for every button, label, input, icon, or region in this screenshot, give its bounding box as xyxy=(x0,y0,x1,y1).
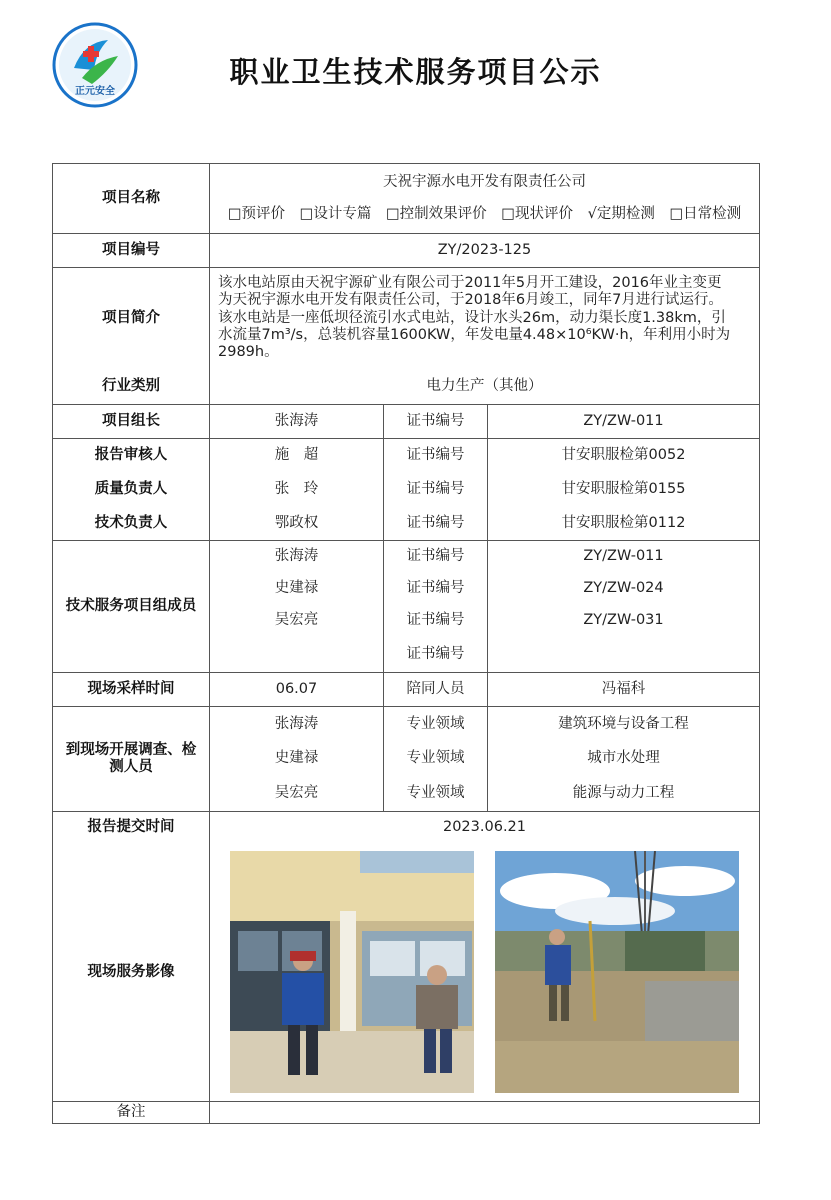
option-control-eval: □控制效果评价 xyxy=(385,205,487,222)
label-reviewer: 报告审核人 xyxy=(53,439,210,473)
leader-cert: ZY/ZW-011 xyxy=(488,405,760,439)
logo-text: 正元安全 xyxy=(75,86,115,97)
industry: 电力生产（其他） xyxy=(210,369,760,405)
survey-name: 吴宏亮 xyxy=(210,777,384,812)
cert-label: 证书编号 xyxy=(384,637,488,673)
label-tech: 技术负责人 xyxy=(53,507,210,541)
quality-name: 张 玲 xyxy=(210,473,384,507)
service-type-options xyxy=(214,206,755,223)
member-name: 张海涛 xyxy=(210,541,384,573)
row-survey-person xyxy=(53,707,760,742)
cert-label: 证书编号 xyxy=(384,573,488,605)
label-sampling-time: 现场采样时间 xyxy=(53,673,210,707)
row-project-code xyxy=(53,234,760,268)
field-label: 专业领域 xyxy=(384,777,488,812)
option-daily: □日常检测 xyxy=(669,205,742,222)
member-cert: ZY/ZW-011 xyxy=(488,541,760,573)
row-submit xyxy=(53,812,760,844)
option-status-eval: □现状评价 xyxy=(501,205,573,222)
member-name: 史建禄 xyxy=(210,573,384,605)
survey-field: 建筑环境与设备工程 xyxy=(488,707,760,742)
field-label: 专业领域 xyxy=(384,707,488,742)
row-tech xyxy=(53,507,760,541)
survey-name: 张海涛 xyxy=(210,707,384,742)
project-name: 天祝宇源水电开发有限责任公司 xyxy=(383,174,586,191)
row-reviewer xyxy=(53,439,760,473)
member-cert: ZY/ZW-024 xyxy=(488,573,760,605)
label-images: 现场服务影像 xyxy=(53,844,210,1102)
row-remark xyxy=(53,1102,760,1124)
label-project-intro: 项目简介 xyxy=(53,268,210,369)
row-industry xyxy=(53,369,760,405)
intro-line: 该水电站是一座低坝径流引水式电站，设计水头26m，动力渠长度1.38km，引 xyxy=(218,309,726,326)
cert-label: 证书编号 xyxy=(384,473,488,507)
sampling-time: 06.07 xyxy=(210,673,384,707)
option-pre-eval: □预评价 xyxy=(227,205,286,222)
survey-field: 能源与动力工程 xyxy=(488,777,760,812)
leader-name: 张海涛 xyxy=(210,405,384,439)
row-member xyxy=(53,541,760,573)
option-design: □设计专篇 xyxy=(299,205,372,222)
cert-label: 证书编号 xyxy=(384,605,488,637)
tech-name: 鄂政权 xyxy=(210,507,384,541)
field-label: 专业领域 xyxy=(384,742,488,777)
member-cert: ZY/ZW-031 xyxy=(488,605,760,637)
label-members: 技术服务项目组成员 xyxy=(53,541,210,673)
cert-label: 证书编号 xyxy=(384,507,488,541)
row-sampling xyxy=(53,673,760,707)
intro-line: 2989h。 xyxy=(218,344,279,361)
row-images xyxy=(53,844,760,1102)
tech-cert: 甘安职服检第0112 xyxy=(488,507,760,541)
label-companion: 陪同人员 xyxy=(384,673,488,707)
label-leader: 项目组长 xyxy=(53,405,210,439)
cert-label: 证书编号 xyxy=(384,439,488,473)
survey-name: 史建禄 xyxy=(210,742,384,777)
project-intro xyxy=(210,268,760,369)
companion: 冯福科 xyxy=(488,673,760,707)
row-project-name xyxy=(53,164,760,234)
member-name xyxy=(210,637,384,673)
row-project-intro xyxy=(53,268,760,369)
label-submit-time: 报告提交时间 xyxy=(53,812,210,844)
quality-cert: 甘安职服检第0155 xyxy=(488,473,760,507)
remark xyxy=(210,1102,760,1124)
site-photo-building xyxy=(230,851,474,1093)
member-name: 吴宏亮 xyxy=(210,605,384,637)
intro-line: 该水电站原由天祝宇源矿业有限公司于2011年5月开工建设，2016年业主变更 xyxy=(218,274,722,291)
reviewer-cert: 甘安职服检第0052 xyxy=(488,439,760,473)
intro-line: 为天祝宇源水电开发有限责任公司，于2018年6月竣工，同年7月进行试运行。 xyxy=(218,292,723,309)
submit-date: 2023.06.21 xyxy=(210,812,760,844)
label-quality: 质量负责人 xyxy=(53,473,210,507)
option-periodic: √定期检测 xyxy=(587,205,655,222)
intro-line: 水流量7m³/s，总装机容量1600KW，年发电量4.48×10⁶KW·h，年利用小时为 xyxy=(218,326,731,343)
cert-label: 证书编号 xyxy=(384,541,488,573)
cert-label: 证书编号 xyxy=(384,405,488,439)
site-photo-substation xyxy=(495,851,739,1093)
reviewer-name: 施 超 xyxy=(210,439,384,473)
project-code: ZY/2023-125 xyxy=(210,234,760,268)
photo-cell xyxy=(210,844,760,1102)
project-table xyxy=(52,163,760,1124)
page-title: 职业卫生技术服务项目公示 xyxy=(229,55,602,89)
survey-field: 城市水处理 xyxy=(488,742,760,777)
row-leader xyxy=(53,405,760,439)
project-name-cell xyxy=(210,164,760,234)
row-quality xyxy=(53,473,760,507)
label-industry: 行业类别 xyxy=(53,369,210,405)
label-survey: 到现场开展调查、检测人员 xyxy=(53,707,210,812)
label-project-code: 项目编号 xyxy=(53,234,210,268)
member-cert xyxy=(488,637,760,673)
label-project-name: 项目名称 xyxy=(53,164,210,234)
label-remark: 备注 xyxy=(53,1102,210,1124)
